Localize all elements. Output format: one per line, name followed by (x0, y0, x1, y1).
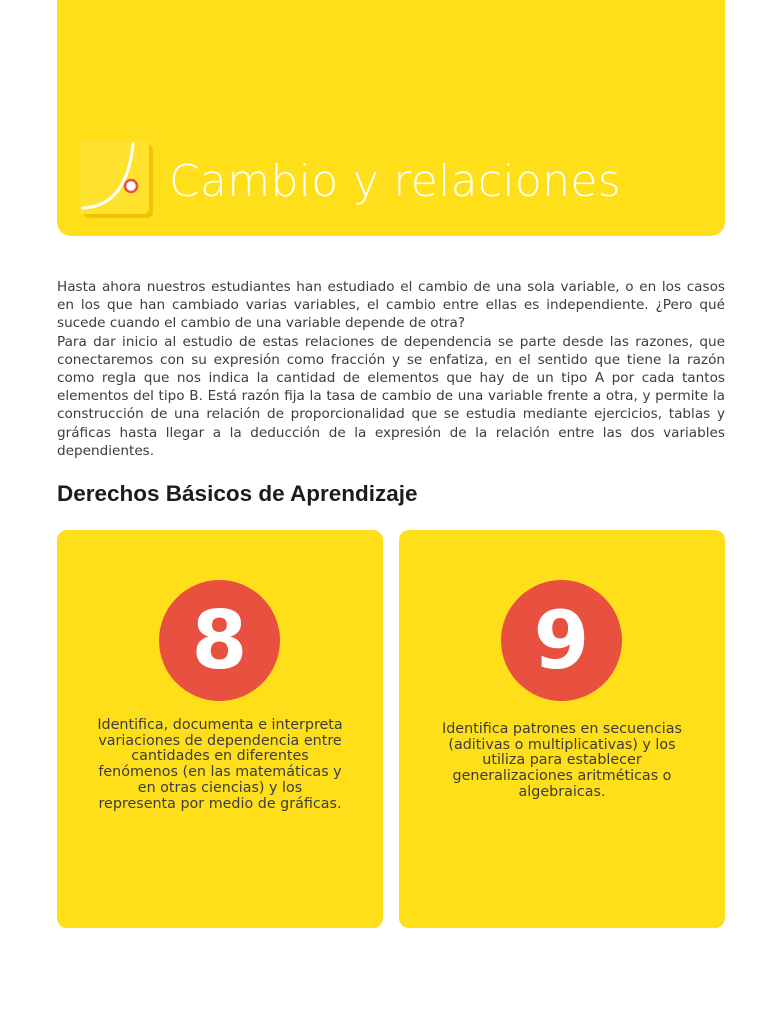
number-badge: 9 (501, 580, 622, 701)
header-banner (57, 0, 725, 236)
intro-paragraph: Para dar inicio al estudio de estas relaciones de dependencia se parte desde las razones, que conectaremos con su expresión como fracción y se enfatiza, en el sentido que tiene la razón como regla que nos indica la cantidad de elementos que hay de un tipo A por cada tantos elementos del tipo B. Está razón fija la tasa de cambio de una variable frente a otra, y permite la construcción de una relación de proporcionalidad que se estudia mediante ejercicios, tablas y gráficas hasta llegar a la deducción de la expresión de la relación entre las dos variables dependientes. (57, 333, 725, 459)
section-title: Derechos Básicos de Aprendizaje (57, 481, 418, 506)
dba-card-9 (399, 530, 725, 928)
number-badge: 8 (159, 580, 280, 701)
page-title: Cambio y relaciones (169, 156, 621, 207)
intro-text (57, 278, 725, 460)
dba-card-8 (57, 530, 383, 928)
card-description: Identifica patrones en secuencias (aditivas o multiplicativas) y los utiliza para establecer generalizaciones aritméticas o algebraicas. (442, 721, 682, 800)
intro-paragraph: Hasta ahora nuestros estudiantes han estudiado el cambio de una sola variable, o en los casos en los que han cambiado varias variables, el cambio entre ellas es independiente. ¿Pero qué sucede cuando el cambio de una variable depende de otra? (57, 279, 725, 332)
card-description: Identifica, documenta e interpreta variaciones de dependencia entre cantidades en diferentes fenómenos (en las matemáticas y en otras ciencias) y los representa por medio de gráficas. (97, 717, 343, 812)
curve-graph-icon (79, 140, 153, 218)
